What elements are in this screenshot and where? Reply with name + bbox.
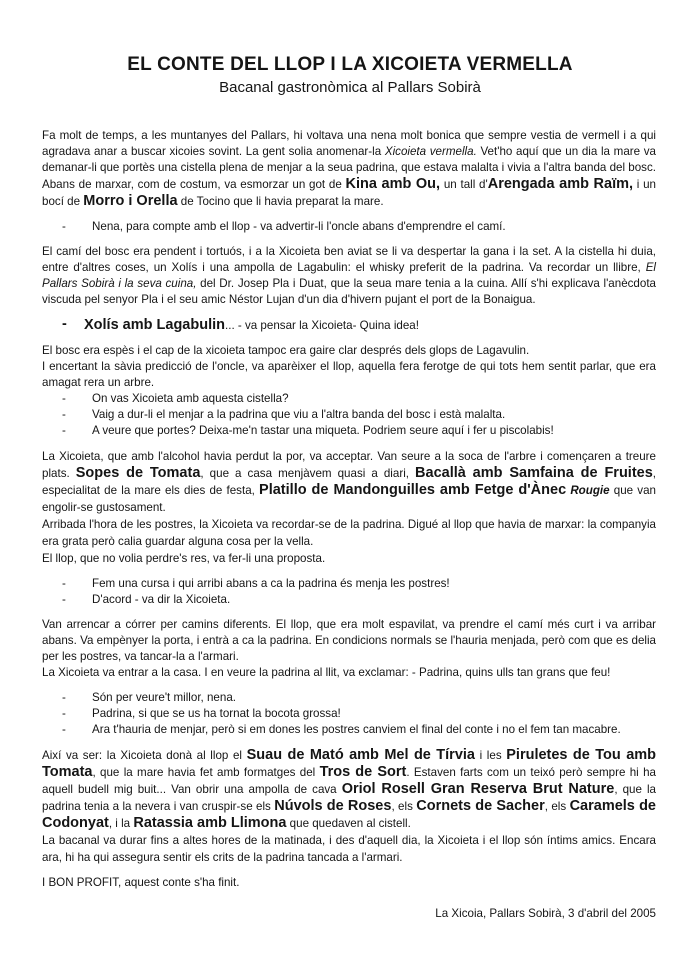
dash-mark: - bbox=[62, 424, 66, 437]
dialogue-text: ... - va pensar la Xicoieta- Quina idea! bbox=[225, 319, 419, 332]
text-run: El llop, que no volia perdre's res, va fer-li una proposta. bbox=[42, 552, 326, 565]
dish-name: Platillo de Mandonguilles amb Fetge d'Ànec bbox=[259, 482, 567, 498]
dish-name: Tros de Sort bbox=[319, 764, 407, 780]
italic-book-title: El Pallars Sobirà i la seva cuina, bbox=[42, 261, 656, 290]
text-run: , especialitat de la mare els dies de festa, bbox=[42, 467, 657, 497]
dash-mark: - bbox=[62, 220, 66, 233]
paragraph-race bbox=[42, 617, 656, 681]
text-run: . Estaven farts com un teixó però sempre hi ha aquell budell mig buit... Van obrir una ampolla de cava bbox=[42, 766, 656, 796]
dialogue-text: Vaig a dur-li el menjar a la padrina que viu a l'altra banda del bosc i està malalta. bbox=[92, 408, 506, 421]
text-run: que quedaven al cistell. bbox=[286, 817, 411, 830]
dish-name: Suau de Mató amb Mel de Tírvia bbox=[246, 747, 475, 763]
dash-mark: - bbox=[62, 408, 66, 421]
dialogue-text: D'acord - va dir la Xicoieta. bbox=[92, 593, 231, 606]
text-run: que van engolir-se gustosament. bbox=[42, 484, 656, 514]
text-run: i un bocí de bbox=[42, 178, 656, 208]
text-run: La Xicoieta, que amb l'alcohol havia perdut la por, va acceptar. Van seure a la soca de l'arbre i començaren a treure plats. bbox=[42, 450, 656, 480]
text-run: Així va ser: la Xicoieta donà al llop el bbox=[42, 749, 247, 762]
text-run: , els bbox=[391, 800, 417, 813]
text-run: I encertant la sàvia predicció de l'oncle, va aparèixer el llop, aquella fera ferotge de qui tots hem sentit parlar, que era amagat rera un arbre. bbox=[42, 360, 656, 389]
text-run: Fa molt de temps, a les muntanyes del Pallars, hi voltava una nena molt bonica que sempre vestia de vermell i a qui agradava anar a buscar xicoies sovint. La gent solia anomenar-la bbox=[42, 129, 656, 158]
dish-name: Piruletes de Tou amb Tomata bbox=[42, 747, 657, 780]
text-run: , que la padrina tenia a la nevera i van cruspir-se els bbox=[42, 783, 657, 813]
dash-mark: - bbox=[62, 691, 66, 704]
dialogue-list bbox=[42, 690, 656, 738]
dialogue-line bbox=[42, 317, 656, 334]
text-run: , que a casa menjàvem quasi a diari, bbox=[200, 467, 416, 480]
dialogue-text: Padrina, si que se us ha tornat la bocota grossa! bbox=[92, 707, 341, 720]
dash-mark: - bbox=[62, 577, 66, 590]
dialogue-line bbox=[42, 423, 656, 439]
dish-name: Morro i Orella bbox=[83, 193, 178, 209]
dash-mark: - bbox=[62, 707, 66, 720]
dash-mark: - bbox=[62, 316, 67, 332]
dialogue-list bbox=[42, 391, 656, 439]
dialogue-text: Fem una cursa i qui arribi abans a ca la padrina és menja les postres! bbox=[92, 577, 450, 590]
brand-name: Rougie bbox=[570, 484, 610, 497]
dish-name: Ratassia amb Llimona bbox=[133, 815, 287, 831]
paragraph-feast bbox=[42, 747, 656, 866]
text-run: Arribada l'hora de les postres, la Xicoieta va recordar-se de la padrina. Digué al llop que havia de marxar: la companyia era grata però calia guardar alguna cosa per la vella. bbox=[42, 518, 656, 548]
document-subtitle: Bacanal gastronòmica al Pallars Sobirà bbox=[219, 79, 481, 96]
dish-name: Núvols de Roses bbox=[274, 798, 392, 814]
text-run: La Xicoieta va entrar a la casa. I en veure la padrina al llit, va exclamar: - Padrina, quins ulls tan grans que feu! bbox=[42, 666, 611, 679]
dialogue-line bbox=[42, 391, 656, 407]
dialogue-line bbox=[42, 407, 656, 423]
text-run: , i la bbox=[108, 817, 134, 830]
dialogue-text: Són per veure't millor, nena. bbox=[92, 691, 236, 704]
signoff: La Xicoia, Pallars Sobirà, 3 d'abril del 2005 bbox=[435, 907, 656, 920]
dialogue-text: Nena, para compte amb el llop - va advertir-li l'oncle abans d'emprendre el camí. bbox=[92, 220, 506, 233]
dish-name: Xolís amb Lagabulin bbox=[84, 317, 225, 333]
text-run: La bacanal va durar fins a altes hores de la matinada, i des d'aquell dia, la Xicoieta i el llop són íntims amics. Encara ara, hi ha qui assegura sentir els crits de la padrina tancada a l'armari. bbox=[42, 834, 656, 864]
dialogue-line bbox=[42, 576, 656, 592]
dialogue-list bbox=[42, 317, 656, 334]
text-run: un tall d' bbox=[440, 178, 488, 191]
dish-name: Arengada amb Raïm, bbox=[487, 176, 634, 192]
dish-name: Kina amb Ou, bbox=[345, 176, 441, 192]
closing-line: I BON PROFIT, aquest conte s'ha finit. bbox=[42, 876, 240, 889]
text-run: del Dr. Josep Pla i Duat, que la seua mare tenia a la cuina. Allí s'hi explicava l'anècdota viscuda pel senyor Pla i el seu amic Néstor Lujan d'un dia d'hivern pujant el port de la Bonaigua. bbox=[42, 277, 656, 306]
paragraph-forest bbox=[42, 244, 656, 308]
text-run: El camí del bosc era pendent i tortuós, i a la Xicoieta ben aviat se li va despertar la gana i la set. A la cistella hi duia, entre d'altres coses, un Xolís i una ampolla de Lagabulin: el whisky preferit de la padrina. Va recordar un llibre, bbox=[42, 245, 656, 274]
dialogue-text: Ara t'hauria de menjar, però si em dones les postres canviem el final del conte i no el fem tan macabre. bbox=[92, 723, 621, 736]
text-run: , que la mare havia fet amb formatges del bbox=[92, 766, 320, 779]
dialogue-list bbox=[42, 219, 656, 235]
dialogue-line bbox=[42, 592, 656, 608]
story-body bbox=[42, 128, 656, 891]
dash-mark: - bbox=[62, 593, 66, 606]
dish-name: Caramels de Codonyat bbox=[42, 798, 656, 831]
dash-mark: - bbox=[62, 723, 66, 736]
dish-name: Oriol Rosell Gran Reserva Brut Nature bbox=[341, 781, 615, 797]
text-run: Vet'ho aquí que un dia la mare va demanar-li que portès una cistella plena de menjar a la seua padrina, que estava malalta i vivia a l'altra banda del bosc. Abans de marxar, com de costum, va esmorzar un got de bbox=[42, 145, 656, 191]
dish-name: Cornets de Sacher bbox=[416, 798, 545, 814]
dialogue-text: On vas Xicoieta amb aquesta cistella? bbox=[92, 392, 289, 405]
dish-name: Bacallà amb Samfaina de Fruites bbox=[415, 465, 653, 481]
text-run: Van arrencar a córrer per camins diferents. El llop, que era molt espavilat, va prendre el camí més curt i va arribar abans. Va empènyer la porta, i entrà a ca la padrina. En condicions normals se l'hauria menjada, però com que es delia per les postres, va tancar-la a l'armari. bbox=[42, 618, 656, 663]
paragraph-intro bbox=[42, 128, 656, 210]
document-title: EL CONTE DEL LLOP I LA XICOIETA VERMELLA bbox=[127, 54, 573, 75]
text-run: El bosc era espès i el cap de la xicoieta tampoc era gaire clar després dels glops de Lagavulin. bbox=[42, 344, 530, 357]
dialogue-line bbox=[42, 706, 656, 722]
paragraph-picnic bbox=[42, 448, 656, 567]
dialogue-line bbox=[42, 722, 656, 738]
dialogue-line bbox=[42, 219, 656, 235]
text-run: , els bbox=[544, 800, 570, 813]
text-run: de Tocino que li havia preparat la mare. bbox=[177, 195, 384, 208]
dish-name: Sopes de Tomata bbox=[75, 465, 201, 481]
paragraph-wolf bbox=[42, 343, 656, 391]
dialogue-list bbox=[42, 576, 656, 608]
italic-name: Xicoieta vermella. bbox=[384, 145, 477, 158]
dash-mark: - bbox=[62, 392, 66, 405]
dialogue-line bbox=[42, 690, 656, 706]
dialogue-text: A veure que portes? Deixa-me'n tastar una miqueta. Podriem seure aquí i fer u piscolabis! bbox=[92, 424, 554, 437]
text-run: i les bbox=[474, 749, 507, 762]
